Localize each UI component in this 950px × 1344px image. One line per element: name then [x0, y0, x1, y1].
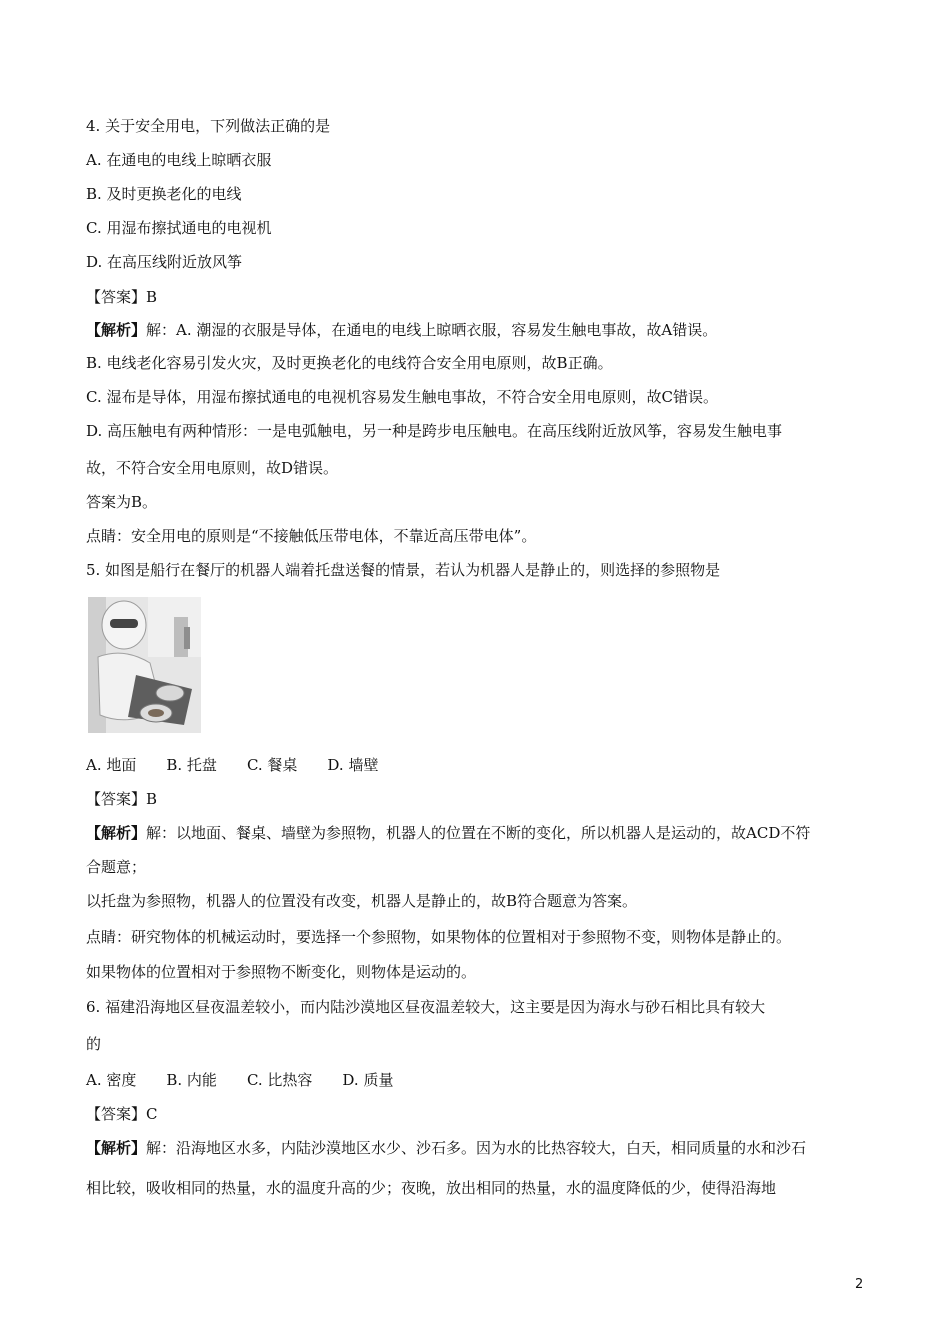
q4-answer: [86, 287, 157, 307]
q4-option-b: B. 及时更换老化的电线: [86, 185, 242, 203]
q6-question-cont: 的: [86, 1035, 102, 1053]
analysis-label: 【解析】: [86, 824, 147, 842]
q5-option-a: A. 地面: [86, 756, 137, 774]
q5-answer: [86, 789, 157, 809]
analysis-label: 【解析】: [86, 1139, 147, 1157]
answer-label: 【答案】: [86, 790, 147, 808]
analysis-text: 解：沿海地区水多，内陆沙漠地区水少、沙石多。因为水的比热容较大，白天，相同质量的水和沙石: [146, 1139, 807, 1157]
q4-option-d: D. 在高压线附近放风筝: [86, 253, 243, 271]
q5-question: 5. 如图是船行在餐厅的机器人端着托盘送餐的情景，若认为机器人是静止的，则选择的参照物是: [86, 561, 721, 579]
q6-analysis-0: [86, 1138, 806, 1158]
q4-question: 4. 关于安全用电，下列做法正确的是: [86, 117, 331, 135]
q4-analysis-1: B. 电线老化容易引发火灾，及时更换老化的电线符合安全用电原则，故B正确。: [86, 354, 613, 372]
q4-option-c: C. 用湿布擦拭通电的电视机: [86, 219, 272, 237]
q5-analysis-1: 合题意；: [86, 858, 147, 876]
q4-analysis-4: 故，不符合安全用电原则，故D错误。: [86, 459, 339, 477]
answer-value: B: [146, 288, 158, 306]
q6-question: 6. 福建沿海地区昼夜温差较小，而内陆沙漠地区昼夜温差较大，这主要是因为海水与砂石相比具有较大: [86, 998, 766, 1016]
q6-option-c: C. 比热容: [246, 1071, 313, 1089]
q5-option-c: C. 餐桌: [246, 756, 298, 774]
analysis-text: 解：A. 潮湿的衣服是导体，在通电的电线上晾晒衣服，容易发生触电事故，故A错误。: [146, 321, 718, 339]
q4-analysis-5: 答案为B。: [86, 493, 158, 511]
q4-analysis-2: C. 湿布是导体，用湿布擦拭通电的电视机容易发生触电事故，不符合安全用电原则，故C错误。: [86, 388, 718, 406]
q5-analysis-2: 以托盘为参照物，机器人的位置没有改变，机器人是静止的，故B符合题意为答案。: [86, 892, 638, 910]
q4-analysis-6: 点睛：安全用电的原则是“不接触低压带电体，不靠近高压带电体”。: [86, 527, 537, 545]
q5-analysis-4: 如果物体的位置相对于参照物不断变化，则物体是运动的。: [86, 963, 477, 981]
q5-options: [86, 755, 408, 775]
analysis-text: 解：以地面、餐桌、墙壁为参照物，机器人的位置在不断的变化，所以机器人是运动的，故ACD不符: [146, 824, 811, 842]
q6-option-a: A. 密度: [86, 1071, 137, 1089]
answer-value: B: [146, 790, 158, 808]
q5-option-d: D. 墙壁: [327, 756, 379, 774]
analysis-label: 【解析】: [86, 321, 147, 339]
q6-options: [86, 1070, 423, 1090]
q5-analysis-3: 点睛：研究物体的机械运动时，要选择一个参照物，如果物体的位置相对于参照物不变，则物体是静止的。: [86, 928, 792, 946]
q4-option-a: A. 在通电的电线上晾晒衣服: [86, 151, 272, 169]
page-number: 2: [855, 1277, 864, 1292]
q6-option-b: B. 内能: [166, 1071, 217, 1089]
answer-label: 【答案】: [86, 288, 147, 306]
q4-analysis-0: [86, 320, 717, 340]
q6-analysis-1: 相比较，吸收相同的热量，水的温度升高的少；夜晚，放出相同的热量，水的温度降低的少，使得沿海地: [86, 1179, 777, 1197]
answer-label: 【答案】: [86, 1105, 147, 1123]
q5-analysis-0: [86, 823, 810, 843]
q4-analysis-3: D. 高压触电有两种情形：一是电弧触电，另一种是跨步电压触电。在高压线附近放风筝，容易发生触电事: [86, 422, 783, 440]
q6-answer: [86, 1104, 158, 1124]
q5-option-b: B. 托盘: [166, 756, 217, 774]
robot-waiter-image: [88, 597, 201, 733]
answer-value: C: [146, 1105, 158, 1123]
q6-option-d: D. 质量: [342, 1071, 394, 1089]
